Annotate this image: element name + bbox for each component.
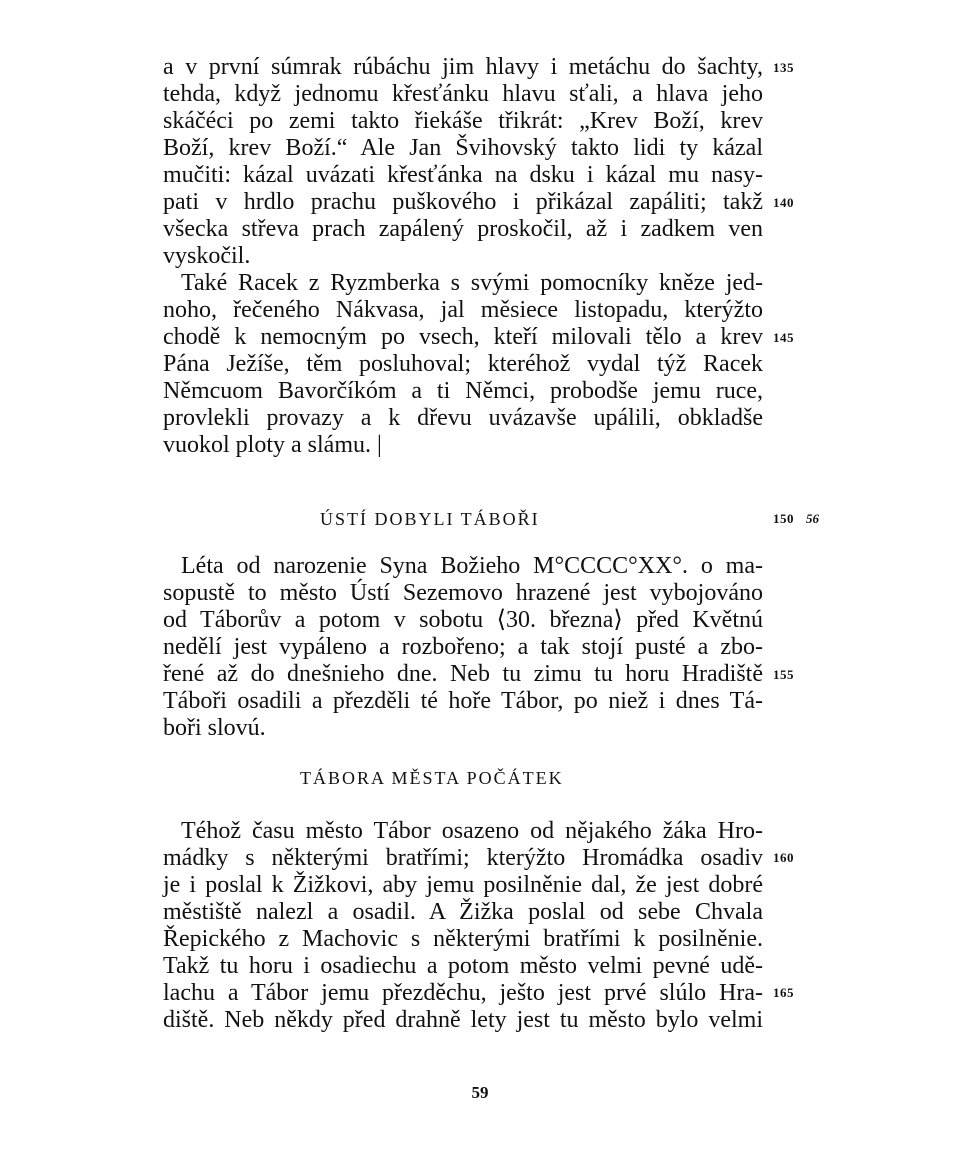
- line-number: 140: [773, 195, 794, 210]
- text-line: je i poslal k Žižkovi, aby jemu posilněnie dal, že jest dobré: [163, 872, 763, 898]
- text-line: Táboři osadili a přezděli té hoře Tábor, po niež i dnes Tá-: [163, 688, 763, 714]
- text-line: Téhož času město Tábor osazeno od nějakého žáka Hro-: [181, 818, 763, 844]
- text-line: Takž tu horu i osadiechu a potom město velmi pevné udě-: [163, 953, 763, 979]
- text-line: sopustě to město Ústí Sezemovo hrazené jest vybojováno: [163, 580, 763, 606]
- text-line: mučiti: kázal uvázati křesťánka na dsku i kázal mu nasy-: [163, 162, 763, 188]
- text-line: Léta od narozenie Syna Božieho M°CCCC°XX°. o ma-: [181, 553, 763, 579]
- section-heading-usti: ÚSTÍ DOBYLI TÁBOŘI: [320, 509, 540, 529]
- text-line: tehda, když jednomu křesťánku hlavu sťali, a hlava jeho: [163, 81, 763, 107]
- text-line: chodě k nemocným po vsech, kteří milovali tělo a krev: [163, 324, 763, 350]
- text-line: vyskočil.: [163, 243, 251, 269]
- line-number: 155: [773, 667, 794, 682]
- text-line: řené až do dnešnieho dne. Neb tu zimu tu horu Hradiště: [163, 661, 763, 687]
- text-line: všecka střeva prach zapálený proskočil, až i zadkem ven: [163, 216, 763, 242]
- text-line: mádky s některými bratřími; kterýžto Hromádka osadiv: [163, 845, 763, 871]
- text-line: boři slovú.: [163, 715, 266, 741]
- text-line: nedělí jest vypáleno a rozbořeno; a tak stojí pusté a zbo-: [163, 634, 763, 660]
- text-line: vuokol ploty a slámu. |: [163, 432, 382, 458]
- text-line: městiště nalezl a osadil. A Žižka poslal od sebe Chvala: [163, 899, 763, 925]
- text-line: od Táborův a potom v sobotu ⟨30. března⟩ před Květnú: [163, 607, 763, 633]
- text-line: provlekli provazy a k dřevu uvázavše upálili, obkladše: [163, 405, 763, 431]
- text-line: skáčéci po zemi takto řiekáše třikrát: „Krev Boží, krev: [163, 108, 763, 134]
- text-line: Němcuom Bavorčíkóm a ti Němci, probodše jemu ruce,: [163, 378, 763, 404]
- text-line: Pána Ježíše, těm posluhoval; kteréhož vydal týž Racek: [163, 351, 763, 377]
- text-line: noho, řečeného Nákvasa, jal měsiece listopadu, kterýžto: [163, 297, 763, 323]
- line-number: 160: [773, 850, 794, 865]
- line-number: 165: [773, 985, 794, 1000]
- text-line: Také Racek z Ryzmberka s svými pomocníky kněze jed-: [181, 270, 763, 296]
- text-line: pati v hrdlo prachu puškového i přikázal zapáliti; takž: [163, 189, 763, 215]
- text-line: Boží, krev Boží.“ Ale Jan Švihovský takto lidi ty kázal: [163, 135, 763, 161]
- text-line: diště. Neb někdy před drahně lety jest tu město bylo velmi: [163, 1007, 763, 1033]
- line-number: 135: [773, 60, 794, 75]
- text-line: a v první súmrak rúbáchu jim hlavy i metáchu do šachty,: [163, 54, 763, 80]
- page-number: 59: [471, 1083, 489, 1102]
- line-number: 145: [773, 330, 794, 345]
- text-line: lachu a Tábor jemu přezděchu, ješto jest prvé slúlo Hra-: [163, 980, 763, 1006]
- line-number: 150: [773, 511, 794, 526]
- section-heading-tabor: TÁBORA MĚSTA POČÁTEK: [300, 768, 564, 788]
- folio-mark: 56: [806, 511, 819, 526]
- text-line: Řepického z Machovic s některými bratřími k posilněnie.: [163, 926, 763, 952]
